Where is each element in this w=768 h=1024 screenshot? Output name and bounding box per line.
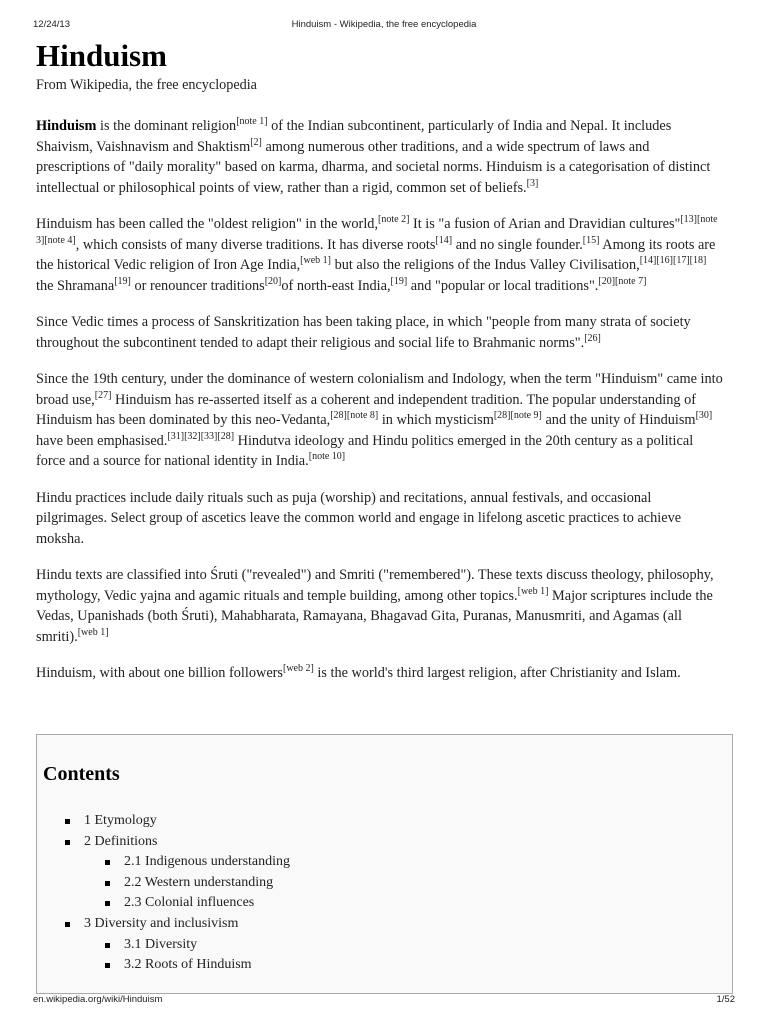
toc-item[interactable]: 1 Etymology: [65, 811, 290, 832]
paragraph-text: Among its roots are the historical Vedic religion of Iron Age India,: [36, 236, 716, 273]
citation-link[interactable]: [31][32][33][28]: [167, 430, 235, 442]
print-footer: [33, 994, 735, 1008]
toc-title: Contents: [43, 763, 120, 785]
article-paragraph: [36, 312, 726, 353]
citation-link[interactable]: [27]: [94, 389, 112, 401]
citation-link[interactable]: [19]: [114, 275, 131, 287]
print-page-number: 1/52: [716, 994, 735, 1005]
toc-item[interactable]: 2.2 Western understanding: [105, 873, 290, 894]
article-tagline: From Wikipedia, the free encyclopedia: [36, 77, 257, 93]
article-paragraph: [36, 116, 726, 198]
toc-item[interactable]: 2.3 Colonial influences: [105, 893, 290, 914]
paragraph-text: or renouncer traditions: [130, 277, 265, 294]
citation-link[interactable]: [note 10]: [308, 451, 346, 463]
paragraph-text: of north-east India,: [281, 277, 391, 294]
paragraph-text: of the Indian subcontinent, particularly of India and Nepal. It includes Shaivism, Vaishnavism and Shaktism: [36, 118, 672, 155]
paragraph-text: Since the 19th century, under the dominance of western colonialism and Indology, when the term "Hinduism" came into broad use,: [36, 371, 723, 408]
paragraph-text: have been emphasised.: [36, 432, 168, 449]
citation-link[interactable]: [20][note 7]: [598, 275, 647, 287]
print-page-title: Hinduism - Wikipedia, the free encyclopedia: [291, 19, 477, 30]
toc-item[interactable]: 3.2 Roots of Hinduism: [105, 955, 290, 976]
article-paragraph: [36, 214, 726, 296]
citation-link[interactable]: [15]: [582, 234, 600, 246]
paragraph-text: among numerous other traditions, and a wide spectrum of laws and prescriptions of "daily morality" based on karma, dharma, and societal norms. Hinduism is a categorisation of distinct intellectual or philosophical points of view, rather than a rigid, common set of beliefs.: [36, 138, 711, 196]
print-url: en.wikipedia.org/wiki/Hinduism: [33, 994, 163, 1005]
article-paragraph: [36, 565, 726, 647]
print-date: 12/24/13: [33, 19, 70, 30]
paragraph-text: Hindu practices include daily rituals such as puja (worship) and recitations, annual festivals, and occasional pilgrimages. Select group of ascetics leave the common world and engage in lifelong ascetic practices to achieve moksha.: [36, 489, 682, 547]
article-paragraph: [36, 663, 726, 684]
citation-link[interactable]: [20]: [264, 275, 282, 287]
paragraph-text: Hindutva ideology and Hindu politics emerged in the 20th century as a political force and a source for national identity in India.: [36, 432, 694, 469]
paragraph-text: Hinduism has been called the "oldest religion" in the world,: [36, 216, 379, 232]
paragraph-text: and no single founder.: [452, 236, 583, 253]
toc-item[interactable]: 2 Definitions: [65, 832, 290, 853]
paragraph-text: and "popular or local traditions".: [407, 277, 599, 294]
paragraph-text: in which mysticism: [378, 412, 494, 428]
citation-link[interactable]: [3]: [526, 177, 539, 189]
article-paragraph: [36, 369, 726, 472]
paragraph-text: Hinduism has re-asserted itself as a coherent and independent tradition. The popular understanding of Hinduism has been dominated by this neo-Vedanta,: [36, 391, 696, 428]
paragraph-text: and the unity of Hinduism: [541, 412, 696, 428]
citation-link[interactable]: [30]: [695, 410, 713, 422]
paragraph-text: Hinduism, with about one billion followers: [36, 665, 283, 681]
table-of-contents: [36, 734, 733, 994]
article-body: [36, 116, 726, 700]
print-header: [33, 19, 735, 33]
paragraph-text: is the dominant religion: [96, 118, 237, 134]
paragraph-text: Major scriptures include the Vedas, Upanishads (both Śruti), Mahabharata, Ramayana, Bhagavad Gita, Puranas, Manusmriti, and Agamas (all smriti).: [36, 587, 713, 645]
paragraph-text: Since Vedic times a process of Sanskritization has been taking place, in which "people from many strata of society throughout the subcontinent tended to adapt their religious and social life to Brahmanic norms".: [36, 314, 691, 351]
paragraph-text: Hindu texts are classified into Śruti ("revealed") and Smriti ("remembered"). These texts discuss theology, philosophy, mythology, Vedic yajna and agamic rituals and temple building, among other topics.: [36, 567, 714, 604]
paragraph-text: the Shramana: [36, 277, 115, 294]
citation-link[interactable]: [2]: [250, 136, 262, 148]
paragraph-text: It is "a fusion of Arian and Dravidian cultures": [409, 216, 681, 232]
citation-link[interactable]: [28][note 9]: [493, 410, 542, 422]
toc-item[interactable]: 3.1 Diversity: [105, 935, 290, 956]
citation-link[interactable]: [web 1]: [77, 626, 109, 638]
paragraph-text: but also the religions of the Indus Valley Civilisation,: [331, 257, 640, 273]
article-title: Hinduism: [36, 38, 167, 73]
citation-link[interactable]: [14][16][17][18]: [639, 255, 707, 267]
citation-link[interactable]: [note 1]: [236, 116, 268, 128]
citation-link[interactable]: [web 1]: [300, 255, 331, 267]
citation-link[interactable]: [28][note 8]: [330, 410, 379, 422]
citation-link[interactable]: [19]: [390, 275, 408, 287]
citation-link[interactable]: [web 1]: [517, 585, 549, 597]
paragraph-text: is the world's third largest religion, after Christianity and Islam.: [313, 665, 681, 681]
paragraph-text: , which consists of many diverse traditions. It has diverse roots: [75, 236, 436, 253]
citation-link[interactable]: [26]: [584, 332, 601, 344]
citation-link[interactable]: [14]: [435, 234, 453, 246]
citation-link[interactable]: [note 2]: [378, 214, 410, 226]
citation-link[interactable]: [web 2]: [283, 663, 314, 675]
article-subject-bold: Hinduism: [36, 118, 97, 134]
toc-item[interactable]: 3 Diversity and inclusivism: [65, 914, 290, 935]
article-paragraph: [36, 488, 726, 550]
citation-link[interactable]: [13][note 3][note 4]: [36, 214, 718, 246]
toc-list: [65, 811, 290, 976]
toc-item[interactable]: 2.1 Indigenous understanding: [105, 852, 290, 873]
